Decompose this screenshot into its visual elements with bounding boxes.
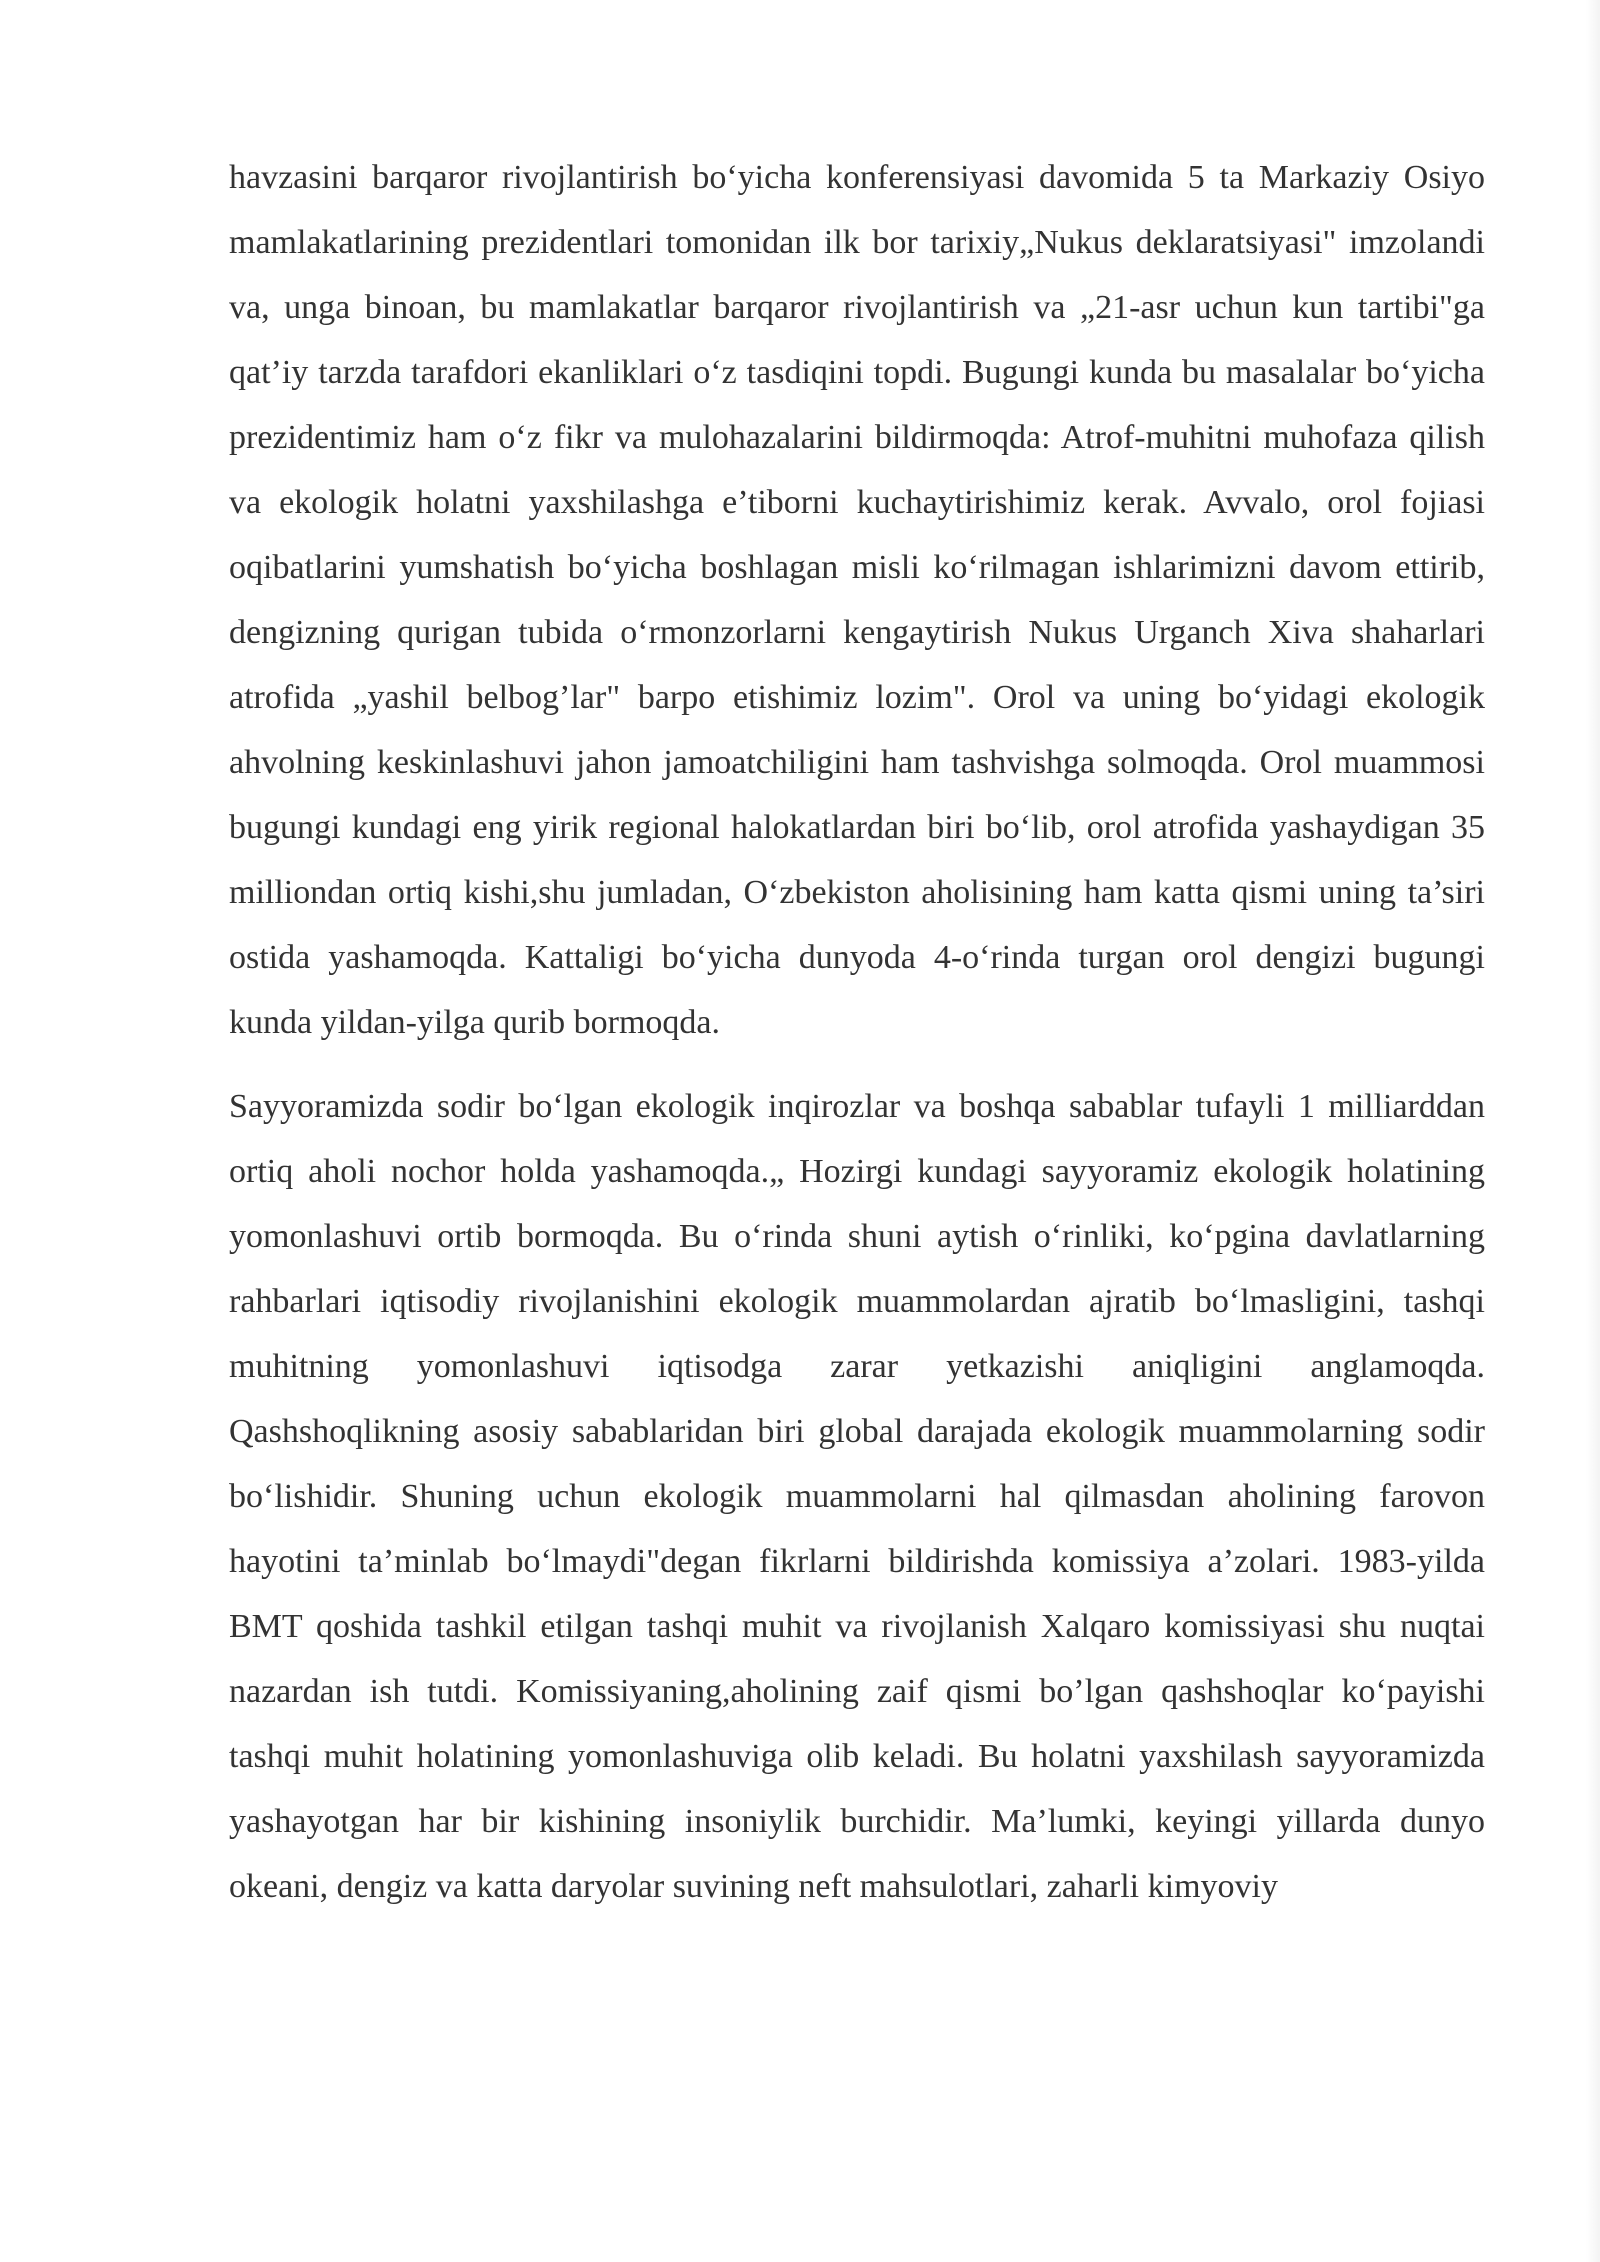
paragraph-ecological-crisis: Sayyoramizda sodir bo‘lgan ekologik inqirozlar va boshqa sabablar tufayli 1 milliarddan ortiq aholi nochor holda yashamoqda.„ Hozirgi kundagi sayyoramiz ekologik holatining yomonlashuvi ortib bormoqda. Bu o‘rinda shuni aytish o‘rinliki, ko‘pgina davlatlarning rahbarlari iqtisodiy rivojlanishini ekologik muammolardan ajratib bo‘lmasligini, tashqi muhitning yomonlashuvi iqtisodga zarar yetkazishi aniqligini anglamoqda. Qashshoqlikning asosiy sabablaridan biri global darajada ekologik muammolarning sodir bo‘lishidir. Shuning uchun ekologik muammolarni hal qilmasdan aholining farovon hayotini ta’minlab bo‘lmaydi"degan fikrlarni bildirishda komissiya a’zolari. 1983-yilda BMT qoshida tashkil etilgan tashqi muhit va rivojlanish Xalqaro komissiyasi shu nuqtai nazardan ish tutdi. Komissiyaning,aholining zaif qismi bo’lgan qashshoqlar ko‘payishi tashqi muhit holatining yomonlashuviga olib keladi. Bu holatni yaxshilash sayyoramizda yashayotgan har bir kishining insoniylik burchidir. Ma’lumki, keyingi yillarda dunyo okeani, dengiz va katta daryolar suvining neft mahsulotlari, zaharli kimyoviy xyxy=(229,1088,1485,1905)
document-body xyxy=(229,145,1485,1919)
paragraph-aral-sea: havzasini barqaror rivojlantirish bo‘yicha konferensiyasi davomida 5 ta Markaziy Osiyo mamlakatlarining prezidentlari tomonidan ilk bor tarixiy„Nukus deklaratsiyasi" imzolandi va, unga binoan, bu mamlakatlar barqaror rivojlantirish va „21-asr uchun kun tartibi"ga qat’iy tarzda tarafdori ekanliklari o‘z tasdiqini topdi. Bugungi kunda bu masalalar bo‘yicha prezidentimiz ham o‘z fikr va mulohazalarini bildirmoqda: Atrof-muhitni muhofaza qilish va ekologik holatni yaxshilashga e’tiborni kuchaytirishimiz kerak. Avvalo, orol fojiasi oqibatlarini yumshatish bo‘yicha boshlagan misli ko‘rilmagan ishlarimizni davom ettirib, dengizning qurigan tubida o‘rmonzorlarni kengaytirish Nukus Urganch Xiva shaharlari atrofida „yashil belbog’lar" barpo etishimiz lozim". Orol va uning bo‘yidagi ekologik ahvolning keskinlashuvi jahon jamoatchiligini ham tashvishga solmoqda. Orol muammosi bugungi kundagi eng yirik regional halokatlardan biri bo‘lib, orol atrofida yashaydigan 35 milliondan ortiq kishi,shu jumladan, O‘zbekiston aholisining ham katta qismi uning ta’siri ostida yashamoqda. Kattaligi bo‘yicha dunyoda 4-o‘rinda turgan orol dengizi bugungi kunda yildan-yilga qurib bormoqda. xyxy=(229,159,1485,1041)
page-edge-shadow xyxy=(1586,0,1600,2262)
